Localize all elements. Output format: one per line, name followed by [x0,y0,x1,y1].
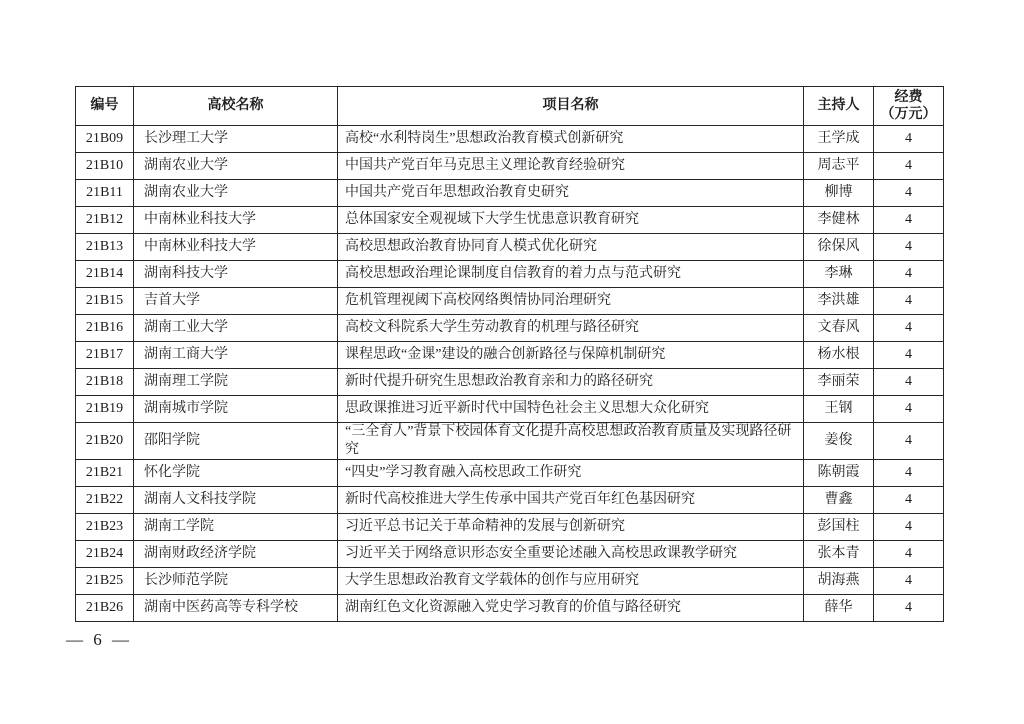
cell-leader: 陈朝霞 [804,460,874,487]
cell-university: 湖南农业大学 [134,180,338,207]
cell-project: “四史”学习教育融入高校思政工作研究 [338,460,804,487]
cell-university: 湖南科技大学 [134,261,338,288]
col-header-leader: 主持人 [804,87,874,126]
col-header-fund [874,87,944,126]
cell-leader: 杨水根 [804,342,874,369]
cell-fund: 4 [874,126,944,153]
cell-fund: 4 [874,342,944,369]
cell-project: 高校文科院系大学生劳动教育的机理与路径研究 [338,315,804,342]
cell-id: 21B17 [76,342,134,369]
cell-leader: 文春风 [804,315,874,342]
cell-leader: 彭国柱 [804,514,874,541]
cell-leader: 李健林 [804,207,874,234]
cell-project: 习近平总书记关于革命精神的发展与创新研究 [338,514,804,541]
cell-fund: 4 [874,288,944,315]
cell-university: 湖南财政经济学院 [134,541,338,568]
cell-project: 危机管理视阈下高校网络舆情协同治理研究 [338,288,804,315]
cell-id: 21B20 [76,423,134,460]
cell-fund: 4 [874,369,944,396]
table-row [76,423,944,460]
cell-project: 高校思想政治理论课制度自信教育的着力点与范式研究 [338,261,804,288]
cell-university: 长沙师范学院 [134,568,338,595]
cell-leader: 姜俊 [804,423,874,460]
cell-id: 21B23 [76,514,134,541]
table-row [76,207,944,234]
cell-fund: 4 [874,153,944,180]
cell-project: 大学生思想政治教育文学载体的创作与应用研究 [338,568,804,595]
cell-university: 湖南理工学院 [134,369,338,396]
table-row [76,514,944,541]
col-header-university: 高校名称 [134,87,338,126]
cell-fund: 4 [874,460,944,487]
table-row [76,460,944,487]
cell-project: 习近平关于网络意识形态安全重要论述融入高校思政课教学研究 [338,541,804,568]
page-number: — 6 — [66,630,132,649]
cell-university: 中南林业科技大学 [134,234,338,261]
cell-project: 湖南红色文化资源融入党史学习教育的价值与路径研究 [338,595,804,622]
cell-fund: 4 [874,234,944,261]
cell-id: 21B16 [76,315,134,342]
cell-id: 21B10 [76,153,134,180]
cell-fund: 4 [874,595,944,622]
table-row [76,568,944,595]
cell-university: 吉首大学 [134,288,338,315]
cell-project: 中国共产党百年马克思主义理论教育经验研究 [338,153,804,180]
col-header-project: 项目名称 [338,87,804,126]
cell-leader: 胡海燕 [804,568,874,595]
cell-university: 湖南工业大学 [134,315,338,342]
cell-leader: 王钢 [804,396,874,423]
table-row [76,595,944,622]
cell-id: 21B26 [76,595,134,622]
cell-leader: 周志平 [804,153,874,180]
col-header-fund-line2: （万元） [880,107,937,122]
cell-leader: 王学成 [804,126,874,153]
table-row [76,180,944,207]
cell-leader: 徐保风 [804,234,874,261]
cell-project: 总体国家安全观视域下大学生忧患意识教育研究 [338,207,804,234]
cell-id: 21B25 [76,568,134,595]
table-row [76,315,944,342]
cell-project: 高校思想政治教育协同育人模式优化研究 [338,234,804,261]
cell-leader: 曹鑫 [804,487,874,514]
table-row [76,288,944,315]
cell-id: 21B12 [76,207,134,234]
cell-project: 新时代提升研究生思想政治教育亲和力的路径研究 [338,369,804,396]
table-row [76,487,944,514]
cell-university: 中南林业科技大学 [134,207,338,234]
cell-leader: 李琳 [804,261,874,288]
cell-id: 21B14 [76,261,134,288]
cell-id: 21B11 [76,180,134,207]
cell-fund: 4 [874,487,944,514]
cell-id: 21B24 [76,541,134,568]
cell-university: 湖南工学院 [134,514,338,541]
cell-fund: 4 [874,180,944,207]
cell-university: 邵阳学院 [134,423,338,460]
table-row [76,153,944,180]
cell-leader: 柳博 [804,180,874,207]
cell-id: 21B22 [76,487,134,514]
cell-id: 21B21 [76,460,134,487]
cell-fund: 4 [874,514,944,541]
cell-university: 长沙理工大学 [134,126,338,153]
cell-fund: 4 [874,423,944,460]
cell-project: 课程思政“金课”建设的融合创新路径与保障机制研究 [338,342,804,369]
table-row [76,342,944,369]
cell-university: 怀化学院 [134,460,338,487]
cell-id: 21B13 [76,234,134,261]
cell-id: 21B18 [76,369,134,396]
cell-project: 新时代高校推进大学生传承中国共产党百年红色基因研究 [338,487,804,514]
cell-id: 21B19 [76,396,134,423]
table-row [76,541,944,568]
cell-id: 21B09 [76,126,134,153]
cell-id: 21B15 [76,288,134,315]
cell-leader: 李洪雄 [804,288,874,315]
cell-fund: 4 [874,396,944,423]
table-row [76,261,944,288]
cell-university: 湖南工商大学 [134,342,338,369]
col-header-id: 编号 [76,87,134,126]
table-row [76,369,944,396]
table-row [76,234,944,261]
cell-leader: 薛华 [804,595,874,622]
cell-fund: 4 [874,261,944,288]
cell-fund: 4 [874,207,944,234]
table-row [76,126,944,153]
header-row [76,87,944,126]
cell-project: 高校“水利特岗生”思想政治教育模式创新研究 [338,126,804,153]
col-header-fund-line1: 经费 [894,89,923,105]
cell-university: 湖南城市学院 [134,396,338,423]
cell-leader: 张本青 [804,541,874,568]
cell-university: 湖南人文科技学院 [134,487,338,514]
cell-fund: 4 [874,568,944,595]
cell-leader: 李丽荣 [804,369,874,396]
project-funding-table [75,86,944,622]
table-row [76,396,944,423]
cell-project: “三全育人”背景下校园体育文化提升高校思想政治教育质量及实现路径研究 [338,423,804,460]
cell-project: 思政课推进习近平新时代中国特色社会主义思想大众化研究 [338,396,804,423]
cell-project: 中国共产党百年思想政治教育史研究 [338,180,804,207]
cell-fund: 4 [874,315,944,342]
cell-fund: 4 [874,541,944,568]
cell-university: 湖南中医药高等专科学校 [134,595,338,622]
cell-university: 湖南农业大学 [134,153,338,180]
